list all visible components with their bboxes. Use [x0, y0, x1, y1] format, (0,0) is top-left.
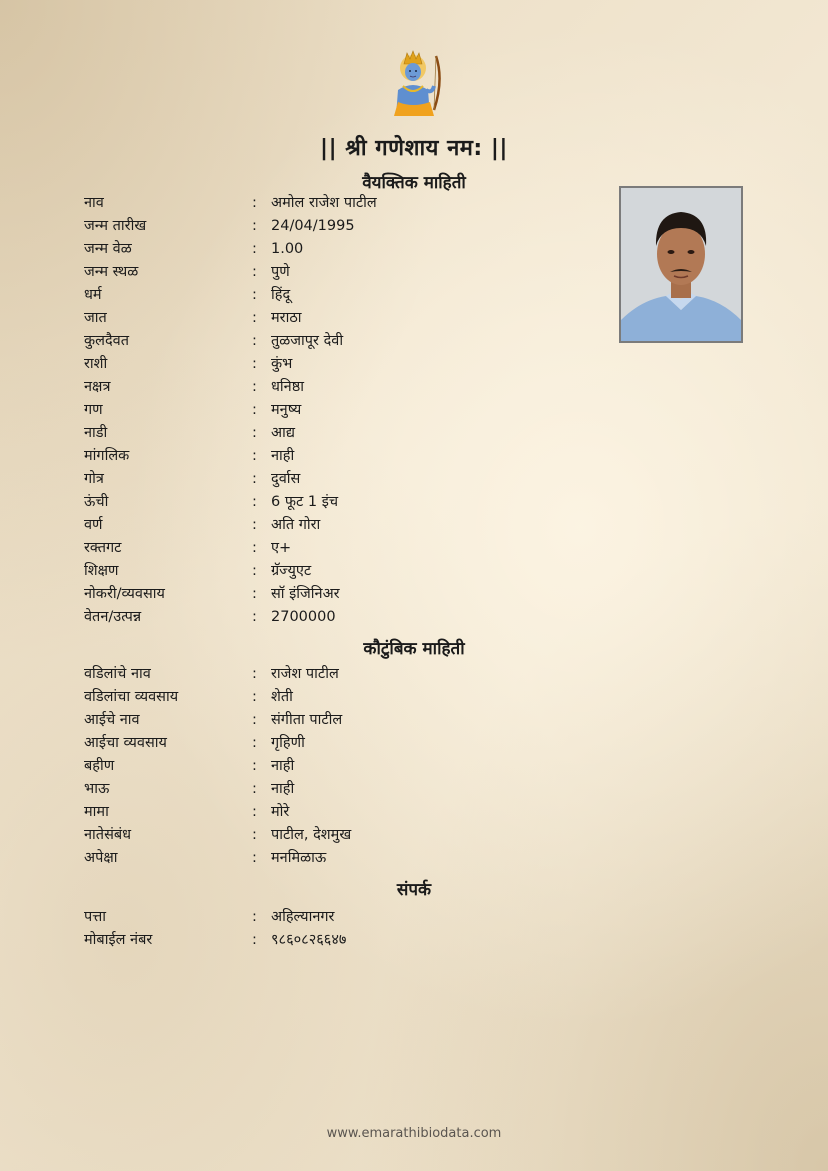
field-value: नाही	[271, 781, 295, 797]
field-label: मामा	[84, 804, 109, 820]
field-label: जन्म तारीख	[84, 218, 147, 234]
field-separator: :	[252, 241, 257, 257]
field-separator: :	[252, 356, 257, 372]
field-separator: :	[252, 689, 257, 705]
field-separator: :	[252, 287, 257, 303]
field-label: गोत्र	[84, 471, 104, 487]
field-label: मोबाईल नंबर	[84, 932, 153, 948]
field-label: पत्ता	[84, 909, 107, 925]
field-label: नाव	[84, 195, 104, 211]
field-value: नाही	[271, 758, 295, 774]
field-separator: :	[252, 517, 257, 533]
field-value: ९८६०८२६६४७	[271, 932, 347, 948]
family-info-title: कौटुंबिक माहिती	[363, 639, 465, 659]
field-value: दुर्वास	[271, 471, 301, 487]
field-label: वडिलांचा व्यवसाय	[84, 689, 179, 705]
field-label: शिक्षण	[84, 563, 119, 579]
field-separator: :	[252, 586, 257, 602]
field-value: आद्य	[271, 425, 295, 441]
field-label: भाऊ	[84, 781, 110, 797]
field-value: हिंदू	[271, 287, 291, 303]
field-value: सॉ इंजिनिअर	[271, 586, 340, 602]
field-label: राशी	[84, 356, 108, 372]
field-value: कुंभ	[271, 356, 293, 372]
field-label: जन्म स्थळ	[84, 264, 139, 280]
field-separator: :	[252, 448, 257, 464]
field-value: गृहिणी	[271, 735, 305, 751]
field-separator: :	[252, 712, 257, 728]
field-label: वेतन/उत्पन्न	[84, 609, 142, 625]
field-label: कुलदैवत	[84, 333, 129, 349]
field-separator: :	[252, 932, 257, 948]
field-label: वडिलांचे नाव	[84, 666, 151, 682]
deity-emblem	[386, 50, 444, 116]
personal-info-title: वैयक्तिक माहिती	[362, 173, 466, 193]
field-label: मांगलिक	[84, 448, 130, 464]
field-label: बहीण	[84, 758, 115, 774]
field-value: मोरे	[271, 804, 290, 820]
field-label: नातेसंबंध	[84, 827, 132, 843]
field-separator: :	[252, 850, 257, 866]
field-value: मराठा	[271, 310, 302, 326]
invocation-heading: || श्री गणेशाय नम: ||	[320, 136, 508, 161]
contact-info-title: संपर्क	[396, 880, 432, 900]
field-separator: :	[252, 666, 257, 682]
field-separator: :	[252, 735, 257, 751]
field-separator: :	[252, 909, 257, 925]
field-separator: :	[252, 402, 257, 418]
field-label: जन्म वेळ	[84, 241, 132, 257]
field-separator: :	[252, 758, 257, 774]
field-label: गण	[84, 402, 103, 418]
field-label: ऊंची	[84, 494, 109, 510]
field-value: राजेश पाटील	[271, 666, 339, 682]
field-value: मनुष्य	[271, 402, 302, 418]
field-value: पाटील, देशमुख	[271, 827, 352, 843]
field-value: पुणे	[271, 264, 290, 280]
field-value: ग्रॅज्युएट	[271, 563, 312, 579]
field-separator: :	[252, 609, 257, 625]
field-label: नोकरी/व्यवसाय	[84, 586, 165, 602]
field-label: नक्षत्र	[84, 379, 111, 395]
field-value: अहिल्यानगर	[271, 909, 335, 925]
field-separator: :	[252, 563, 257, 579]
field-separator: :	[252, 540, 257, 556]
field-value: शेती	[271, 689, 293, 705]
field-separator: :	[252, 425, 257, 441]
profile-photo	[619, 186, 743, 343]
field-label: आईचा व्यवसाय	[84, 735, 167, 751]
field-value: मनमिळाऊ	[271, 850, 327, 866]
field-value: नाही	[271, 448, 295, 464]
footer-website: www.emarathibiodata.com	[326, 1126, 502, 1141]
field-separator: :	[252, 471, 257, 487]
field-value: अति गोरा	[271, 517, 321, 533]
field-separator: :	[252, 781, 257, 797]
field-separator: :	[252, 827, 257, 843]
field-label: आईचे नाव	[84, 712, 140, 728]
field-label: नाडी	[84, 425, 108, 441]
field-label: वर्ण	[84, 517, 103, 533]
field-separator: :	[252, 494, 257, 510]
field-value: तुळजापूर देवी	[271, 333, 344, 349]
field-value: धनिष्ठा	[271, 379, 305, 395]
field-value: 6 फूट 1 इंच	[271, 494, 339, 510]
field-label: रक्तगट	[84, 540, 122, 556]
field-separator: :	[252, 264, 257, 280]
field-value: ए+	[271, 540, 292, 556]
field-value: अमोल राजेश पाटील	[271, 195, 377, 211]
field-separator: :	[252, 804, 257, 820]
field-label: अपेक्षा	[84, 850, 118, 866]
field-separator: :	[252, 218, 257, 234]
field-value: 2700000	[271, 609, 336, 625]
field-separator: :	[252, 333, 257, 349]
field-value: 1.00	[271, 241, 304, 257]
field-separator: :	[252, 379, 257, 395]
field-label: धर्म	[84, 287, 102, 303]
field-value: 24/04/1995	[271, 218, 355, 234]
field-separator: :	[252, 310, 257, 326]
field-value: संगीता पाटील	[271, 712, 343, 728]
field-label: जात	[84, 310, 107, 326]
field-separator: :	[252, 195, 257, 211]
